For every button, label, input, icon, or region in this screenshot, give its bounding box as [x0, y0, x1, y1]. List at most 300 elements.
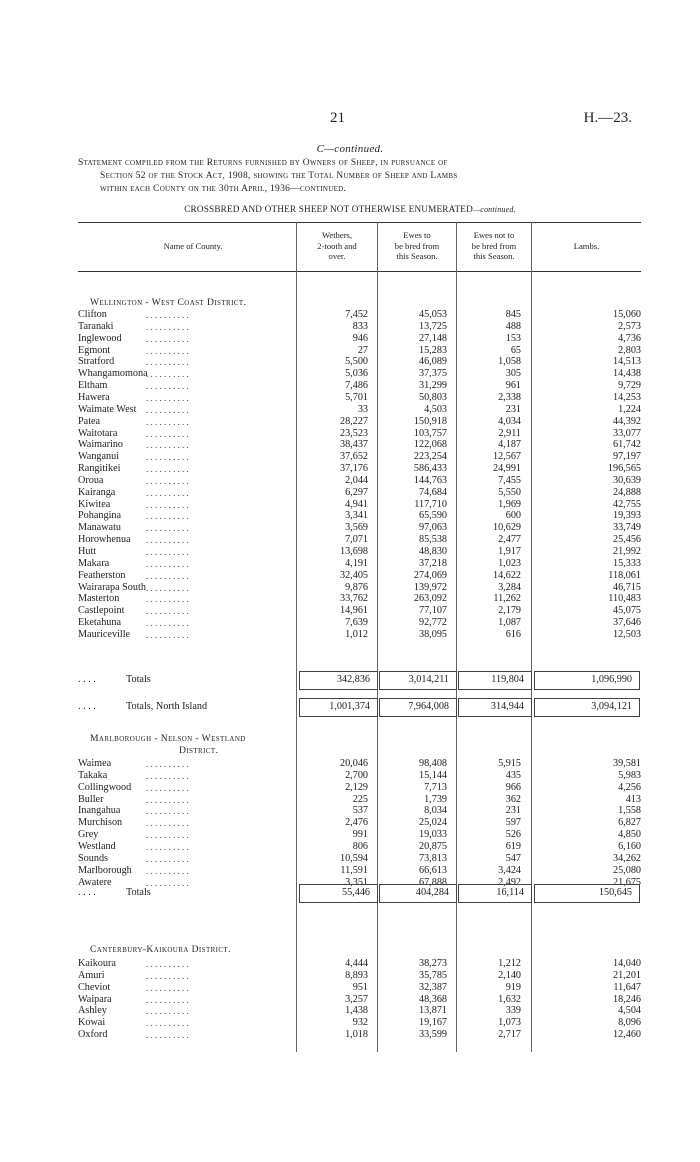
cell-value: 46,715 [612, 581, 641, 593]
county-name: Waitotara [78, 427, 118, 439]
cell-value: 37,375 [418, 368, 447, 380]
col-header-line: Wethers, [321, 230, 353, 240]
table-row [78, 345, 641, 357]
county-name: Horowhenua [78, 534, 131, 546]
leader-dots: . . . . . . . . . . [146, 1006, 189, 1017]
leader-dots: . . . . . . . . . . [146, 440, 189, 451]
cell-value: 8,893 [345, 969, 368, 981]
leader-dots: . . . . . . . . . . [146, 818, 189, 829]
cell-value: 14,438 [612, 368, 641, 380]
cell-value: 6,160 [618, 840, 641, 852]
table-row [78, 817, 641, 829]
county-name: Grey [78, 829, 99, 841]
cell-value: 6,827 [618, 817, 641, 829]
cell-value: 526 [505, 829, 521, 841]
totals-value: 3,094,121 [591, 701, 632, 712]
table-row [78, 958, 641, 970]
cell-value: 61,742 [612, 439, 641, 451]
table-row [78, 404, 641, 416]
cell-value: 2,803 [618, 344, 641, 356]
cell-value: 48,368 [418, 993, 447, 1005]
table-row [78, 510, 641, 522]
cell-value: 619 [505, 840, 521, 852]
statement-line-3: within each County on the 30th April, 1936—continued. [100, 184, 347, 194]
cell-value: 21,675 [612, 876, 641, 888]
cell-value: 5,500 [345, 356, 368, 368]
cell-value: 9,876 [345, 581, 368, 593]
cell-value: 7,639 [345, 617, 368, 629]
cell-value: 31,299 [418, 380, 447, 392]
leader-dots: . . . . . . . . . . [146, 475, 189, 486]
county-name: Patea [78, 415, 101, 427]
cell-value: 5,036 [345, 368, 368, 380]
cell-value: 33 [357, 403, 368, 415]
county-name: Eltham [78, 380, 108, 392]
cell-value: 951 [352, 981, 368, 993]
cell-value: 616 [505, 628, 521, 640]
cell-value: 537 [352, 805, 368, 817]
county-name: Inangahua [78, 805, 121, 817]
cell-value: 1,438 [345, 1005, 368, 1017]
leader-dots: . . . . . . . . . . [146, 511, 189, 522]
cell-value: 122,068 [413, 439, 447, 451]
table-row [78, 321, 641, 333]
cell-value: 3,284 [498, 581, 521, 593]
leader-dots: . . . . . . . . . . [146, 877, 189, 888]
cell-value: 2,476 [345, 817, 368, 829]
leader-dots: . . . . . . . . . . [146, 345, 189, 356]
leader-dots: . . . . . . . . . . [146, 794, 189, 805]
cell-value: 15,060 [612, 309, 641, 320]
cell-value: 33,077 [612, 427, 641, 439]
leader-dots: . . . . . . . . . . [146, 782, 189, 793]
cell-value: 15,333 [612, 557, 641, 569]
leader-dots: . . . . [78, 887, 96, 898]
county-name: Amuri [78, 969, 105, 981]
county-name: Hutt [78, 546, 97, 557]
totals-value: 342,836 [336, 674, 370, 685]
table-row [78, 428, 641, 440]
cell-value: 2,129 [345, 781, 368, 793]
table-subtitle [0, 204, 700, 214]
district-title: Wellington - West Coast District. [90, 297, 247, 308]
header-bottom-rule [78, 271, 641, 272]
table-row [78, 994, 641, 1006]
leader-dots: . . . . . . . . . . [146, 499, 189, 510]
cell-value: 19,393 [612, 510, 641, 522]
table-row [78, 805, 641, 817]
cell-value: 10,594 [339, 852, 368, 864]
county-name: Taranaki [78, 320, 114, 332]
leader-dots: . . . . . . . . . . [146, 428, 189, 439]
leader-dots: . . . . . . . . . . [146, 959, 189, 969]
leader-dots: . . . . . . . . . . [146, 618, 189, 629]
subtitle-main: CROSSBRED AND OTHER SHEEP NOT OTHERWISE ENUMERATED [184, 204, 473, 214]
cell-value: 1,969 [498, 498, 521, 510]
table-row [78, 392, 641, 404]
table-top-rule [78, 222, 641, 223]
table-row [78, 534, 641, 546]
leader-dots: . . . . . . . . . . [146, 1018, 189, 1029]
table-row [78, 1029, 641, 1041]
cell-value: 3,257 [345, 993, 368, 1005]
leader-dots: . . . . . . . . . . [146, 321, 189, 332]
leader-dots: . . . . . . . . . . [146, 558, 189, 569]
col-header-ewes-not [457, 230, 531, 262]
cell-value: 144,763 [413, 474, 447, 486]
leader-dots: . . . . . . . . . . [146, 381, 189, 392]
cell-value: 339 [505, 1005, 521, 1017]
totals-value: 16,114 [496, 887, 524, 898]
cell-value: 225 [352, 793, 368, 805]
county-name: Westland [78, 840, 116, 852]
statement-line-1: Statement compiled from the Returns furnished by Owners of Sheep, in pursuance of [78, 158, 448, 168]
col-header-line: over. [328, 251, 346, 261]
cell-value: 103,757 [413, 427, 447, 439]
totals-row [78, 701, 641, 713]
table-row [78, 865, 641, 877]
section-heading: C—continued. [316, 143, 384, 155]
county-name: Waimate West [78, 403, 137, 415]
col-header-line: Ewes not to [473, 230, 515, 240]
cell-value: 5,701 [345, 391, 368, 403]
cell-value: 5,983 [618, 769, 641, 781]
cell-value: 27,148 [418, 332, 447, 344]
table-row [78, 770, 641, 782]
leader-dots: . . . . [78, 701, 96, 712]
statement-line-2: Section 52 of the Stock Act, 1908, showing the Total Number of Sheep and Lambs [100, 171, 458, 181]
cell-value: 14,253 [612, 391, 641, 403]
table-row [78, 499, 641, 511]
cell-value: 14,513 [612, 356, 641, 368]
leader-dots: . . . . . . . . . . [146, 357, 189, 368]
cell-value: 231 [505, 403, 521, 415]
leader-dots: . . . . . . . . . . [146, 606, 189, 617]
totals-value: 3,014,211 [408, 674, 449, 685]
cell-value: 37,218 [418, 557, 447, 569]
col-header-lambs: Lambs. [573, 241, 600, 251]
cell-value: 74,684 [418, 486, 447, 498]
table-row [78, 853, 641, 865]
cell-value: 7,071 [345, 534, 368, 546]
table-row [78, 475, 641, 487]
cell-value: 9,729 [618, 380, 641, 392]
leader-dots: . . . . . . . . . . [146, 770, 189, 781]
table-row [78, 522, 641, 534]
cell-value: 8,096 [618, 1017, 641, 1029]
statement-title [78, 157, 633, 196]
cell-value: 38,273 [418, 958, 447, 969]
cell-value: 7,452 [345, 309, 368, 320]
totals-value: 404,284 [415, 887, 449, 898]
leader-dots: . . . . . . . . . . [146, 759, 189, 769]
cell-value: 4,187 [498, 439, 521, 451]
county-name: Waimea [78, 758, 112, 769]
leader-dots: . . . . . . . . . . [146, 994, 189, 1005]
table-row [78, 982, 641, 994]
leader-dots: . . . . . . . . . . [146, 594, 189, 605]
cell-value: 35,785 [418, 969, 447, 981]
cell-value: 11,262 [493, 593, 521, 605]
totals-row [78, 887, 641, 899]
cell-value: 38,437 [339, 439, 368, 451]
totals-row [78, 674, 641, 686]
table-row [78, 487, 641, 499]
cell-value: 3,351 [345, 876, 368, 888]
county-name: Whangamomona [78, 368, 148, 380]
cell-value: 117,710 [414, 498, 447, 510]
col-header-line: this Season. [473, 251, 515, 261]
leader-dots: . . . . . . . . . . [146, 853, 189, 864]
cell-value: 1,087 [498, 617, 521, 629]
totals-value: 1,096,990 [591, 674, 632, 685]
county-name: Marlborough [78, 864, 132, 876]
cell-value: 2,477 [498, 534, 521, 546]
col-header-wethers [297, 230, 377, 262]
table-row [78, 309, 641, 321]
cell-value: 806 [352, 840, 368, 852]
totals-value: 7,964,008 [408, 701, 449, 712]
table-row [78, 841, 641, 853]
cell-value: 1,739 [424, 793, 447, 805]
cell-value: 1,558 [618, 805, 641, 817]
col-header-line: this Season. [396, 251, 438, 261]
totals-label: Totals [126, 887, 151, 898]
cell-value: 33,749 [612, 522, 641, 534]
col-header-line: 2-tooth and [317, 240, 357, 251]
table-row [78, 416, 641, 428]
cell-value: 67,888 [418, 876, 447, 888]
cell-value: 3,424 [498, 864, 521, 876]
cell-value: 118,061 [608, 569, 641, 581]
table-row [78, 546, 641, 558]
leader-dots: . . . . . . . . . . [146, 1030, 189, 1041]
cell-value: 18,246 [612, 993, 641, 1005]
cell-value: 263,092 [413, 593, 447, 605]
cell-value: 4,850 [618, 829, 641, 841]
cell-value: 196,565 [607, 463, 641, 475]
county-name: Oroua [78, 474, 104, 486]
county-name: Wanganui [78, 451, 120, 463]
cell-value: 34,262 [612, 852, 641, 864]
cell-value: 12,567 [492, 451, 521, 463]
cell-value: 44,392 [612, 415, 641, 427]
cell-value: 4,736 [618, 332, 641, 344]
cell-value: 98,408 [418, 758, 447, 769]
cell-value: 4,444 [345, 958, 368, 969]
county-name: Mauriceville [78, 628, 131, 640]
county-name: Sounds [78, 852, 109, 864]
cell-value: 85,538 [418, 534, 447, 546]
cell-value: 919 [505, 981, 521, 993]
county-name: Kaikoura [78, 958, 116, 969]
cell-value: 14,961 [339, 605, 368, 617]
cell-value: 11,647 [613, 981, 641, 993]
cell-value: 2,492 [498, 876, 521, 888]
leader-dots: . . . . . . . . . . [146, 806, 189, 817]
cell-value: 39,581 [612, 758, 641, 769]
table-row [78, 463, 641, 475]
district-title-cont: District. [179, 745, 219, 756]
county-name: Clifton [78, 309, 107, 320]
county-name: Kairanga [78, 486, 116, 498]
county-name: Kowai [78, 1017, 106, 1029]
cell-value: 37,646 [612, 617, 641, 629]
leader-dots: . . . . . . . . . . [146, 333, 189, 344]
county-name: Waimarino [78, 439, 124, 451]
table-row [78, 829, 641, 841]
leader-dots: . . . . . . . . . . [146, 582, 189, 593]
county-name: Ashley [78, 1005, 107, 1017]
cell-value: 23,523 [339, 427, 368, 439]
cell-value: 1,632 [498, 993, 521, 1005]
totals-value: 55,446 [341, 887, 370, 898]
table-row [78, 617, 641, 629]
cell-value: 97,063 [418, 522, 447, 534]
county-name: Rangitikei [78, 463, 121, 475]
col-header-line: be bred from [394, 240, 440, 251]
cell-value: 6,297 [345, 486, 368, 498]
page-header [0, 110, 700, 130]
cell-value: 413 [625, 793, 641, 805]
county-name: Cheviot [78, 981, 111, 993]
table-row [78, 782, 641, 794]
leader-dots: . . . . . . . . . . [146, 487, 189, 498]
cell-value: 1,023 [498, 557, 521, 569]
cell-value: 25,080 [612, 864, 641, 876]
cell-value: 48,830 [418, 546, 447, 557]
leader-dots: . . . . . . . . . . [146, 982, 189, 993]
cell-value: 3,569 [345, 522, 368, 534]
cell-value: 13,698 [339, 546, 368, 557]
county-name: Makara [78, 557, 110, 569]
cell-value: 21,992 [612, 546, 641, 557]
leader-dots: . . . . . . . . . . [146, 452, 189, 463]
table-row [78, 558, 641, 570]
table-row [78, 333, 641, 345]
cell-value: 19,167 [418, 1017, 447, 1029]
cell-value: 833 [352, 320, 368, 332]
cell-value: 33,599 [418, 1029, 447, 1041]
totals-value: 314,944 [490, 701, 524, 712]
leader-dots: . . . . . . . . . . [146, 830, 189, 841]
cell-value: 15,144 [418, 769, 447, 781]
county-name: Inglewood [78, 332, 122, 344]
leader-dots: . . . . . . . . . . [146, 523, 189, 534]
cell-value: 24,991 [492, 463, 521, 475]
cell-value: 14,040 [612, 958, 641, 969]
document-reference: H.—23. [583, 110, 632, 126]
cell-value: 27 [357, 344, 368, 356]
cell-value: 37,176 [339, 463, 368, 475]
county-name: Buller [78, 793, 104, 805]
leader-dots: . . . . . . . . . . [146, 629, 189, 640]
totals-value: 150,645 [598, 887, 632, 898]
cell-value: 11,591 [340, 864, 368, 876]
cell-value: 45,075 [612, 605, 641, 617]
cell-value: 73,813 [418, 852, 447, 864]
cell-value: 66,613 [418, 864, 447, 876]
cell-value: 362 [505, 793, 521, 805]
cell-value: 4,941 [345, 498, 368, 510]
cell-value: 5,550 [498, 486, 521, 498]
cell-value: 10,629 [492, 522, 521, 534]
leader-dots: . . . . . . . . . . [146, 416, 189, 427]
leader-dots: . . . . . . . . . . [146, 570, 189, 581]
cell-value: 845 [505, 309, 521, 320]
cell-value: 274,069 [413, 569, 447, 581]
cell-value: 97,197 [612, 451, 641, 463]
page-number: 21 [330, 110, 345, 126]
cell-value: 33,762 [339, 593, 368, 605]
table-row [78, 451, 641, 463]
cell-value: 20,046 [339, 758, 368, 769]
cell-value: 4,034 [498, 415, 521, 427]
cell-value: 38,095 [418, 628, 447, 640]
leader-dots: . . . . . . . . . . [146, 404, 189, 415]
cell-value: 21,201 [612, 969, 641, 981]
cell-value: 2,717 [498, 1029, 521, 1041]
cell-value: 45,053 [418, 309, 447, 320]
cell-value: 932 [352, 1017, 368, 1029]
totals-value: 119,804 [491, 674, 524, 685]
table-row [78, 570, 641, 582]
table-row [78, 794, 641, 806]
leader-dots: . . . . . . . . . . [146, 392, 189, 403]
table-row [78, 758, 641, 770]
cell-value: 25,456 [612, 534, 641, 546]
leader-dots: . . . . . . . . . . [146, 547, 189, 557]
table-row [78, 356, 641, 368]
leader-dots: . . . . . . . . . . [146, 464, 189, 475]
cell-value: 597 [505, 817, 521, 829]
county-name: Manawatu [78, 522, 121, 534]
cell-value: 13,871 [418, 1005, 447, 1017]
cell-value: 32,387 [418, 981, 447, 993]
cell-value: 2,179 [498, 605, 521, 617]
county-name: Eketahuna [78, 617, 121, 629]
table-row [78, 593, 641, 605]
cell-value: 7,713 [424, 781, 447, 793]
cell-value: 65,590 [418, 510, 447, 522]
county-name: Kiwitea [78, 498, 111, 510]
leader-dots: . . . . . . . . . . [146, 970, 189, 981]
county-name: Awatere [78, 876, 112, 888]
county-name: Masterton [78, 593, 120, 605]
cell-value: 42,755 [612, 498, 641, 510]
cell-value: 3,341 [345, 510, 368, 522]
cell-value: 586,433 [413, 463, 447, 475]
table-row [78, 605, 641, 617]
cell-value: 92,772 [418, 617, 447, 629]
cell-value: 305 [505, 368, 521, 380]
county-name: Egmont [78, 344, 111, 356]
cell-value: 547 [505, 852, 521, 864]
leader-dots: . . . . . . . . . . [146, 535, 189, 546]
cell-value: 1,224 [618, 403, 641, 415]
leader-dots: . . . . . . . . . . [146, 310, 189, 320]
leader-dots: . . . . . . . . . . [146, 841, 189, 852]
cell-value: 966 [505, 781, 521, 793]
cell-value: 231 [505, 805, 521, 817]
cell-value: 2,044 [345, 474, 368, 486]
county-name: Pohangina [78, 510, 122, 522]
cell-value: 139,972 [413, 581, 447, 593]
county-name: Takaka [78, 769, 108, 781]
cell-value: 946 [352, 332, 368, 344]
cell-value: 7,486 [345, 380, 368, 392]
col-header-line: be bred from [471, 240, 517, 251]
